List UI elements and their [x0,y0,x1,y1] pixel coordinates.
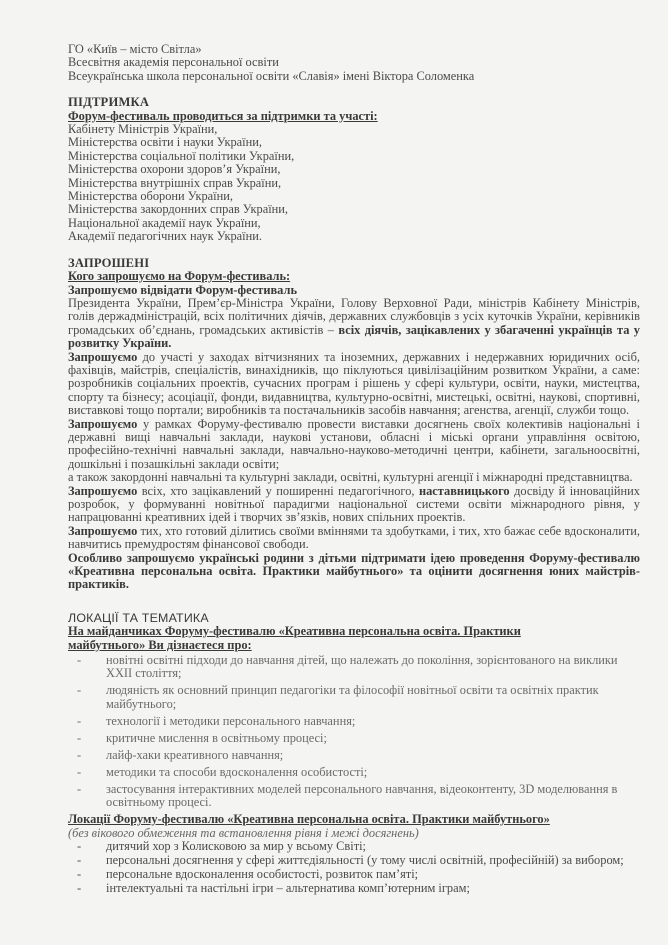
locations-list-title: Локації Форуму-фестивалю «Креативна персональна освіта. Практики майбутнього» [68,812,550,827]
support-item: Міністерства внутрішніх справ України, [68,175,282,190]
list-item-text: лайф-хаки креативного навчання; [106,747,284,762]
paragraph-segment: всіх, хто зацікавлений у поширенні педагогічного, [137,483,419,498]
locations-subtitle-1: На майданчиках Форуму-фестивалю «Креативна персональна освіта. Практики [68,624,521,639]
list-item [68,854,640,867]
locations-list [68,840,640,895]
list-item-text: персональне вдосконалення особистості, розвиток пам’яті; [106,866,419,881]
invited-paragraph [68,552,640,592]
paragraph-segment: всіх діячів, зацікавлених у збагаченні українців та у розвитку України. [68,322,641,351]
invited-paragraph [68,525,640,552]
list-item [68,840,640,853]
dash-bullet-icon: - [77,853,82,867]
invited-paragraph [68,485,640,525]
org-name: ГО «Київ – місто Світла» [68,42,202,56]
list-item-text: новітні освітні підходи до навчання дітей, що належать до покоління, зорієнтованого на виклики XXII століття; [106,653,618,681]
list-item-text: інтелектуальні та настільні ігри – альтернатива комп’ютерним іграм; [106,880,470,895]
header-block [68,43,640,83]
list-item-text: персональні досягнення у сфері життєдіяльності (у тому числі освітній, професійній) за вибором; [106,853,624,867]
list-item [68,654,640,681]
support-item: Міністерства охорони здоров’я України, [68,162,281,177]
list-item-text: дитячий хор з Колисковою за мир у всьому Світі; [106,839,367,854]
support-title: ПІДТРИМКА [68,95,150,110]
paragraph-segment: Запрошуємо [68,349,138,364]
paragraph-segment: Запрошуємо [68,483,138,498]
dash-bullet-icon: - [77,713,82,728]
dash-bullet-icon: - [77,730,82,745]
support-item: Кабінету Міністрів України, [68,122,218,137]
paragraph-segment: Особливо запрошуємо українські родини з дітьми підтримати ідею проведення Форуму-фестивалю «Креативна персональна освіта. Практики майбутнього» та оцінити досягнення юних майстрів-практиків. [68,550,640,592]
list-item [68,715,640,728]
locations-subtitle-2: майбутнього» Ви дізнаєтеся про: [68,637,252,652]
locations-title: ЛОКАЦІЇ ТА ТЕМАТИКА [68,610,209,625]
list-item-text: людяність як основний принцип педагогіки та філософії новітньої освіти та освітніх практик майбутнього; [106,683,599,711]
list-item-text: застосування інтерактивних моделей персонального навчання, відеоконтенту, 3D моделювання в освітньому процесі. [106,781,618,810]
dash-bullet-icon: - [77,653,82,668]
list-item [68,868,640,881]
dash-bullet-icon: - [77,781,82,796]
list-item-text: технології і методики персонального навчання; [106,713,356,728]
list-item [68,766,640,779]
invited-subtitle: Кого запрошуємо на Форум-фестиваль: [68,269,291,284]
list-item [68,732,640,745]
invited-paragraph [68,297,640,351]
invited-paragraph [68,418,640,472]
support-item: Міністерства закордонних справ України, [68,202,289,217]
support-item: Міністерства освіти і науки України, [68,135,262,150]
invited-section [68,257,640,592]
support-item: Академії педагогічних наук України. [68,229,262,244]
support-item: Міністерства оборони України, [68,189,233,204]
invited-paragraphs [68,297,640,592]
paragraph-segment: а також закордонні навчальні та культурні заклади, освітні, культурні агенції і міжнародні представництва. [68,470,633,485]
dash-bullet-icon: - [77,866,82,881]
paragraph-segment: до участі у заходах вітчизняних та іноземних, державних і недержавних юридичних осіб, фахівців, майстрів, спеціалістів, винахідників, що піклуються цивілізаційним розвитком України, а саме: розробників соціальних проектів, сучасних програм і рішень у сфері культури, освіти, науки, мистецтва, спорту та бізнесу; асоціації, фонди, видавництва, культурно-освітні, мистецькі, освітні, наукові, спортивні, виставкові тощо портали; виробників та постачальників засобів навчання; агенства, агенції, служби тощо. [68,349,640,418]
list-item [68,882,640,895]
document-page [68,43,640,896]
paragraph-segment: Запрошуємо [68,416,138,431]
dash-bullet-icon: - [77,839,82,854]
list-item-text: методики та способи вдосконалення особистості; [106,764,368,779]
dash-bullet-icon: - [77,880,82,895]
support-list [68,123,640,244]
academy-name: Всесвітня академія персональної освіти [68,55,279,70]
list-item [68,749,640,762]
paragraph-segment: Запрошуємо [68,523,138,538]
school-name: Всеукраїнська школа персональної освіти «Славія» імені Віктора Соломенка [68,68,475,83]
support-item: Міністерства соціальної політики України, [68,148,295,163]
paragraph-segment: у рамках Форуму-фестивалю провести виставки досягнень своїх колективів національні і державні вищі навчальні заклади, наукові установи, обласні і міські органи управління освітою, професійно-технічні навчальні заклади, навчально-науково-методичні центри, кабінети, загальноосвітні, дошкільні і позашкільні заклади освіти; [68,416,640,471]
list-item [68,783,640,810]
paragraph-segment: наставницького [418,483,510,498]
list-item-text: критичне мислення в освітньому процесі; [106,730,327,745]
support-item: Національної академії наук України, [68,215,261,230]
dash-bullet-icon: - [77,747,82,762]
list-item [68,684,640,711]
paragraph-segment: досвіду й інноваційних розробок, у формуванні новітньої парадигми національної системи освіти міжнародного рівня, у напрацюванні креативних ідей і творчих зв’язків, нових спільних проектів. [68,483,640,525]
invited-title: ЗАПРОШЕНІ [68,255,150,270]
topics-list [68,654,640,810]
locations-section [68,612,640,895]
support-subtitle: Форум-фестиваль проводиться за підтримки та участі: [68,108,378,123]
invited-paragraph [68,471,640,484]
invited-lead: Запрошуємо відвідати Форум-фестиваль [68,282,297,297]
paragraph-segment: тих, хто готовий ділитись своїми вміннями та здобутками, і тих, хто бажає себе вдосконалити, навчитись премудростям фінансової свободи. [68,523,640,552]
invited-paragraph [68,351,640,418]
paragraph-segment: Президента України, Прем’єр-Міністра України, Голову Верховної Ради, міністрів Кабінету Міністрів, голів держадміністрацій, всіх політичних діячів, державних службовців з усіх куточків України, керівників громадських об’єднань, громадських активістів – [68,295,640,337]
dash-bullet-icon: - [77,764,82,779]
locations-note: (без вікового обмеження та встановлення рівня і межі досягнень) [68,825,419,840]
support-section [68,96,640,243]
dash-bullet-icon: - [77,683,82,698]
